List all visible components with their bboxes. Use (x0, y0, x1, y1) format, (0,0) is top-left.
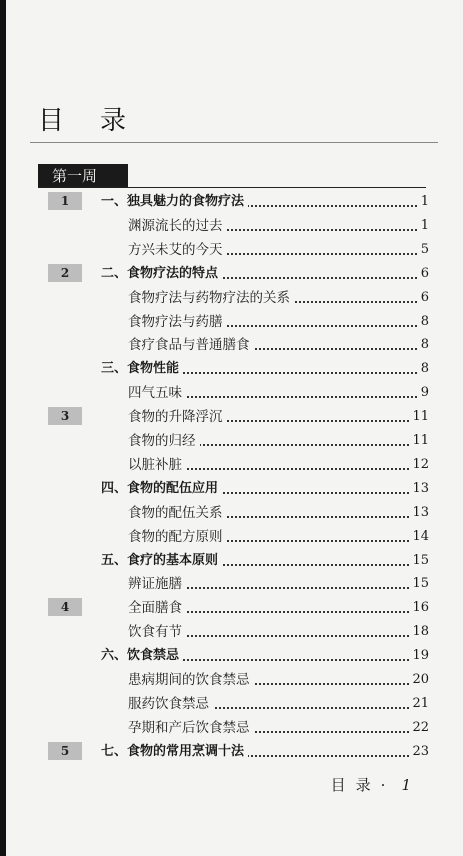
toc-entry[interactable] (0, 740, 463, 764)
page-number: 15 (409, 572, 429, 596)
toc-entry[interactable] (0, 405, 463, 429)
page-number: 14 (409, 525, 429, 549)
page-number: 11 (409, 429, 429, 453)
page-number: 8 (418, 333, 429, 357)
toc-entry[interactable] (0, 501, 463, 525)
toc-entry[interactable] (0, 596, 463, 620)
page-number: 20 (409, 668, 429, 692)
page-number: 18 (409, 620, 429, 644)
toc-entry[interactable] (0, 357, 463, 381)
section-title: 渊源流长的过去 (128, 214, 227, 238)
toc-entry[interactable] (0, 286, 463, 310)
chapter-title: 五、食疗的基本原则 (101, 549, 222, 573)
section-title: 食物的升降浮沉 (128, 405, 227, 429)
week-band: 第一周 (38, 164, 128, 188)
page-number: 1 (418, 214, 429, 238)
page-number: 21 (409, 692, 429, 716)
section-title: 食物的配方原则 (128, 525, 227, 549)
section-title: 食疗食品与普通膳食 (128, 333, 254, 357)
toc-entry[interactable] (0, 644, 463, 668)
page-number: 1 (418, 190, 429, 214)
page-footer (331, 774, 411, 795)
toc-entry[interactable] (0, 190, 463, 214)
page-number: 13 (409, 501, 429, 525)
chapter-title: 二、食物疗法的特点 (101, 262, 222, 286)
page-number: 19 (409, 644, 429, 668)
section-title: 食物的配伍关系 (128, 501, 227, 525)
section-title: 四气五味 (128, 381, 186, 405)
page-number: 23 (409, 740, 429, 764)
section-title: 以脏补脏 (128, 453, 186, 477)
page-number: 16 (409, 596, 429, 620)
folio-text: 目录· (330, 776, 396, 794)
section-title: 饮食有节 (128, 620, 186, 644)
chapter-title: 七、食物的常用烹调十法 (101, 740, 248, 764)
toc-entry[interactable] (0, 262, 463, 286)
page-number: 8 (418, 310, 429, 334)
page-number: 5 (418, 238, 429, 262)
toc-entry[interactable] (0, 525, 463, 549)
section-title: 食物的归经 (128, 429, 200, 453)
day-badge: 2 (48, 264, 82, 282)
page-number: 13 (409, 477, 429, 501)
section-title: 服药饮食禁忌 (128, 692, 213, 716)
toc-entry[interactable] (0, 692, 463, 716)
toc-entry[interactable] (0, 310, 463, 334)
toc-entry[interactable] (0, 238, 463, 262)
section-title: 食物疗法与药膳 (128, 310, 227, 334)
day-badge: 1 (48, 192, 82, 210)
day-badge: 4 (48, 598, 82, 616)
toc-entry[interactable] (0, 620, 463, 644)
page-number: 6 (418, 286, 429, 310)
section-title: 孕期和产后饮食禁忌 (128, 716, 254, 740)
toc-entry[interactable] (0, 214, 463, 238)
page-number: 15 (409, 549, 429, 573)
chapter-title: 四、食物的配伍应用 (101, 477, 222, 501)
day-badge: 3 (48, 407, 82, 425)
section-title: 方兴未艾的今天 (128, 238, 227, 262)
section-title: 辨证施膳 (128, 572, 186, 596)
toc-entry[interactable] (0, 716, 463, 740)
week-rule (38, 187, 426, 188)
page-number: 6 (418, 262, 429, 286)
section-title: 食物疗法与药物疗法的关系 (128, 286, 294, 310)
page-number: 11 (409, 405, 429, 429)
chapter-title: 一、独具魅力的食物疗法 (101, 190, 248, 214)
page-number: 22 (409, 716, 429, 740)
page-number: 12 (409, 453, 429, 477)
page-number: 8 (418, 357, 429, 381)
toc-entry[interactable] (0, 572, 463, 596)
toc-entry[interactable] (0, 549, 463, 573)
title-rule (30, 142, 438, 143)
toc-entry[interactable] (0, 453, 463, 477)
toc-entry[interactable] (0, 429, 463, 453)
toc-title: 目录 (38, 106, 163, 136)
chapter-title: 六、饮食禁忌 (101, 644, 183, 668)
toc-entry[interactable] (0, 668, 463, 692)
page-number: 9 (418, 381, 429, 405)
day-badge: 5 (48, 742, 82, 760)
chapter-title: 三、食物性能 (101, 357, 183, 381)
toc-entry[interactable] (0, 477, 463, 501)
toc-entry[interactable] (0, 333, 463, 357)
toc-entry[interactable] (0, 381, 463, 405)
section-title: 全面膳食 (128, 596, 186, 620)
section-title: 患病期间的饮食禁忌 (128, 668, 254, 692)
folio-number: 1 (401, 776, 411, 794)
